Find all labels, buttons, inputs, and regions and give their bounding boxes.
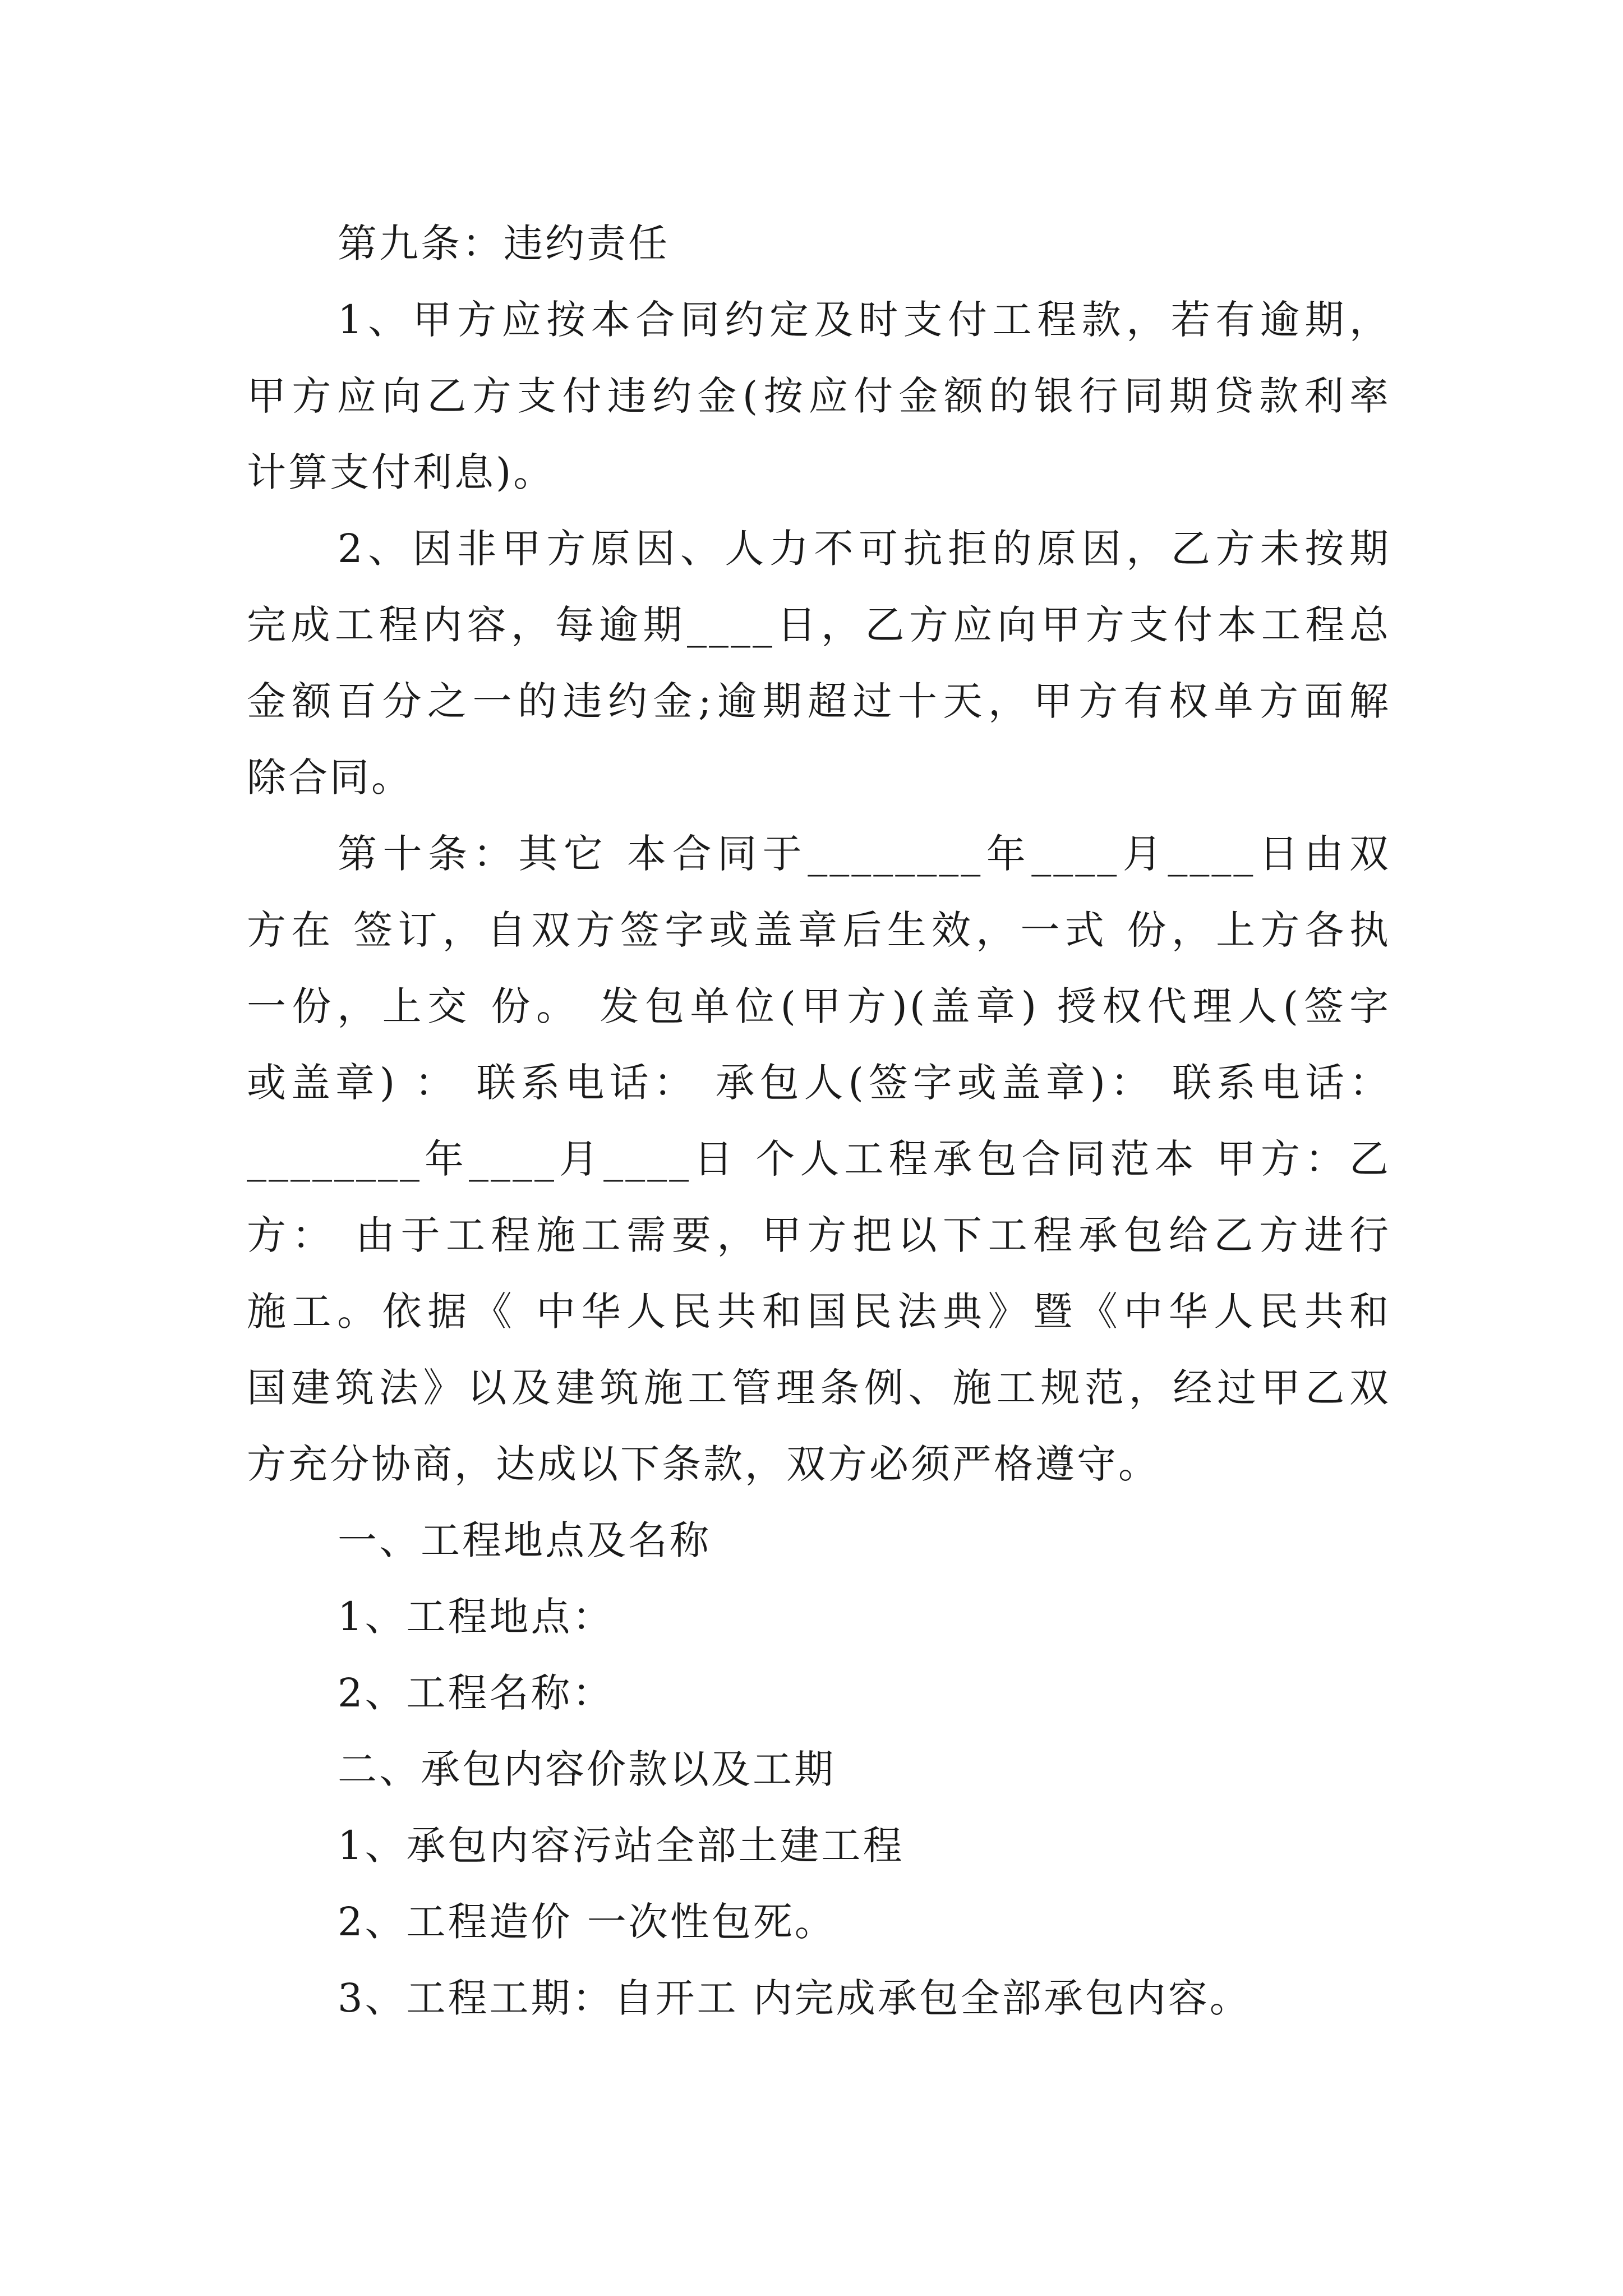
article-10-line: 或盖章) ： 联系电话： 承包人(签字或盖章)： 联系电话： xyxy=(247,1060,1391,1106)
paragraph-line: 除合同。 xyxy=(247,754,413,800)
article-10-line: 第十条：其它 本合同于________年____月____日由双 xyxy=(338,831,1391,877)
section-2-item-2: 2、工程造价 一次性包死。 xyxy=(338,1899,836,1945)
article-10-line: 一份，上交 份。 发包单位(甲方)(盖章) 授权代理人(签字 xyxy=(247,983,1391,1029)
section-1-item-1: 1、工程地点： xyxy=(338,1594,614,1640)
article-10-line: ________年____月____日 个人工程承包合同范本 甲方：乙 xyxy=(247,1136,1391,1182)
article-10-line: 施工。依据《 中华人民共和国民法典》暨《中华人民共和 xyxy=(247,1289,1391,1335)
article-9-heading: 第九条：违约责任 xyxy=(338,220,670,266)
paragraph-line: 计算支付利息)。 xyxy=(247,449,555,495)
document-body xyxy=(247,205,1391,2036)
article-10-line: 方： 由于工程施工需要，甲方把以下工程承包给乙方进行 xyxy=(247,1212,1391,1258)
paragraph-line: 完成工程内容，每逾期____日，乙方应向甲方支付本工程总 xyxy=(247,602,1391,648)
article-10-line: 国建筑法》以及建筑施工管理条例、施工规范，经过甲乙双 xyxy=(247,1365,1391,1411)
paragraph-line: 1、甲方应按本合同约定及时支付工程款，若有逾期， xyxy=(338,297,1391,343)
section-2-item-3: 3、工程工期：自开工 内完成承包全部承包内容。 xyxy=(338,1975,1251,2021)
paragraph-line: 甲方应向乙方支付违约金(按应付金额的银行同期贷款利率 xyxy=(247,373,1391,419)
paragraph-line: 金额百分之一的违约金;逾期超过十天，甲方有权单方面解 xyxy=(247,678,1391,724)
section-2-heading: 二、承包内容价款以及工期 xyxy=(338,1746,836,1792)
section-2-item-1: 1、承包内容污站全部土建工程 xyxy=(338,1823,905,1869)
section-1-heading: 一、工程地点及名称 xyxy=(338,1517,711,1563)
section-1-item-2: 2、工程名称： xyxy=(338,1670,614,1716)
article-10-line: 方充分协商，达成以下条款，双方必须严格遵守。 xyxy=(247,1441,1160,1487)
paragraph-line: 2、因非甲方原因、人力不可抗拒的原因，乙方未按期 xyxy=(338,526,1391,572)
article-10-line: 方在 签订，自双方签字或盖章后生效，一式 份，上方各执 xyxy=(247,907,1391,953)
